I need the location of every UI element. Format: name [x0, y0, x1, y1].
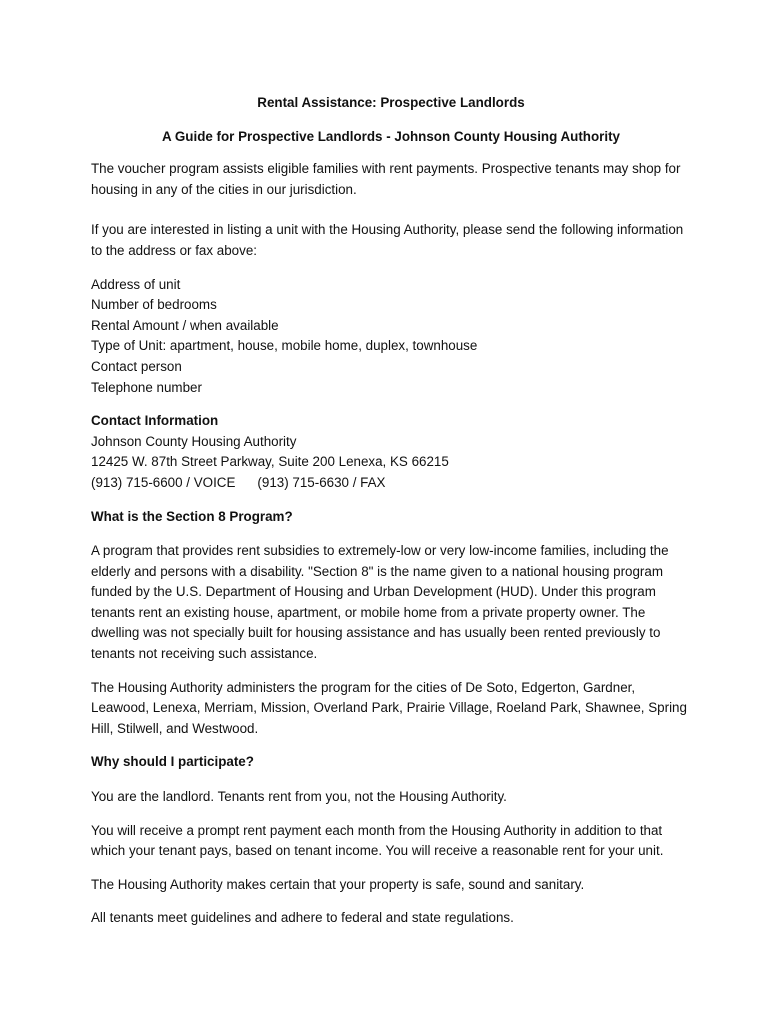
section8-heading: What is the Section 8 Program?	[91, 508, 293, 524]
document-subtitle: A Guide for Prospective Landlords - Johnson County Housing Authority	[161, 128, 621, 144]
contact-address: 12425 W. 87th Street Parkway, Suite 200 Lenexa, KS 66215	[91, 454, 449, 470]
participate-paragraph-1: You are the landlord. Tenants rent from you, not the Housing Authority.	[91, 789, 507, 805]
list-item: Type of Unit: apartment, house, mobile home, duplex, townhouse	[91, 338, 478, 354]
document-body	[91, 93, 691, 942]
listing-request-paragraph: If you are interested in listing a unit with the Housing Authority, please send the following information to the address or fax above:	[91, 222, 684, 258]
section8-paragraph-1: A program that provides rent subsidies to extremely-low or very low-income families, including the elderly and persons with a disability. "Section 8" is the name given to a national housing program funded by the U.S. Department of Housing and Urban Development (HUD). Under this program tenants rent an existing house, apartment, or mobile home from a private property owner. The dwelling was not specially built for housing assistance and has usually been rented previously to tenants not receiving such assistance.	[91, 543, 669, 662]
contact-fax: (913) 715-6630 / FAX	[257, 474, 386, 490]
contact-block	[91, 411, 691, 493]
list-item: Rental Amount / when available	[91, 317, 279, 333]
contact-org: Johnson County Housing Authority	[91, 433, 297, 449]
required-info-list	[91, 275, 691, 399]
document-title: Rental Assistance: Prospective Landlords	[257, 95, 525, 110]
participate-paragraph-4: All tenants meet guidelines and adhere to federal and state regulations.	[91, 910, 514, 926]
participate-paragraph-3: The Housing Authority makes certain that your property is safe, sound and sanitary.	[91, 876, 585, 892]
list-item: Telephone number	[91, 379, 202, 395]
participate-paragraph-2: You will receive a prompt rent payment each month from the Housing Authority in addition to that which your tenant pays, based on tenant income. You will receive a reasonable rent for your unit.	[91, 822, 664, 859]
intro-paragraph: The voucher program assists eligible families with rent payments. Prospective tenants may shop for housing in any of the cities in our jurisdiction.	[91, 161, 681, 197]
contact-phones	[91, 473, 691, 494]
contact-voice: (913) 715-6600 / VOICE	[91, 474, 236, 490]
section8-paragraph-2: The Housing Authority administers the program for the cities of De Soto, Edgerton, Gardner, Leawood, Lenexa, Merriam, Mission, Overland Park, Prairie Village, Roeland Park, Shawnee, Spring Hill, Stilwell, and Westwood.	[91, 679, 687, 736]
list-item: Address of unit	[91, 276, 181, 292]
list-item: Contact person	[91, 358, 182, 374]
list-item: Number of bedrooms	[91, 297, 217, 313]
contact-heading: Contact Information	[91, 413, 219, 429]
participate-heading: Why should I participate?	[91, 754, 254, 770]
